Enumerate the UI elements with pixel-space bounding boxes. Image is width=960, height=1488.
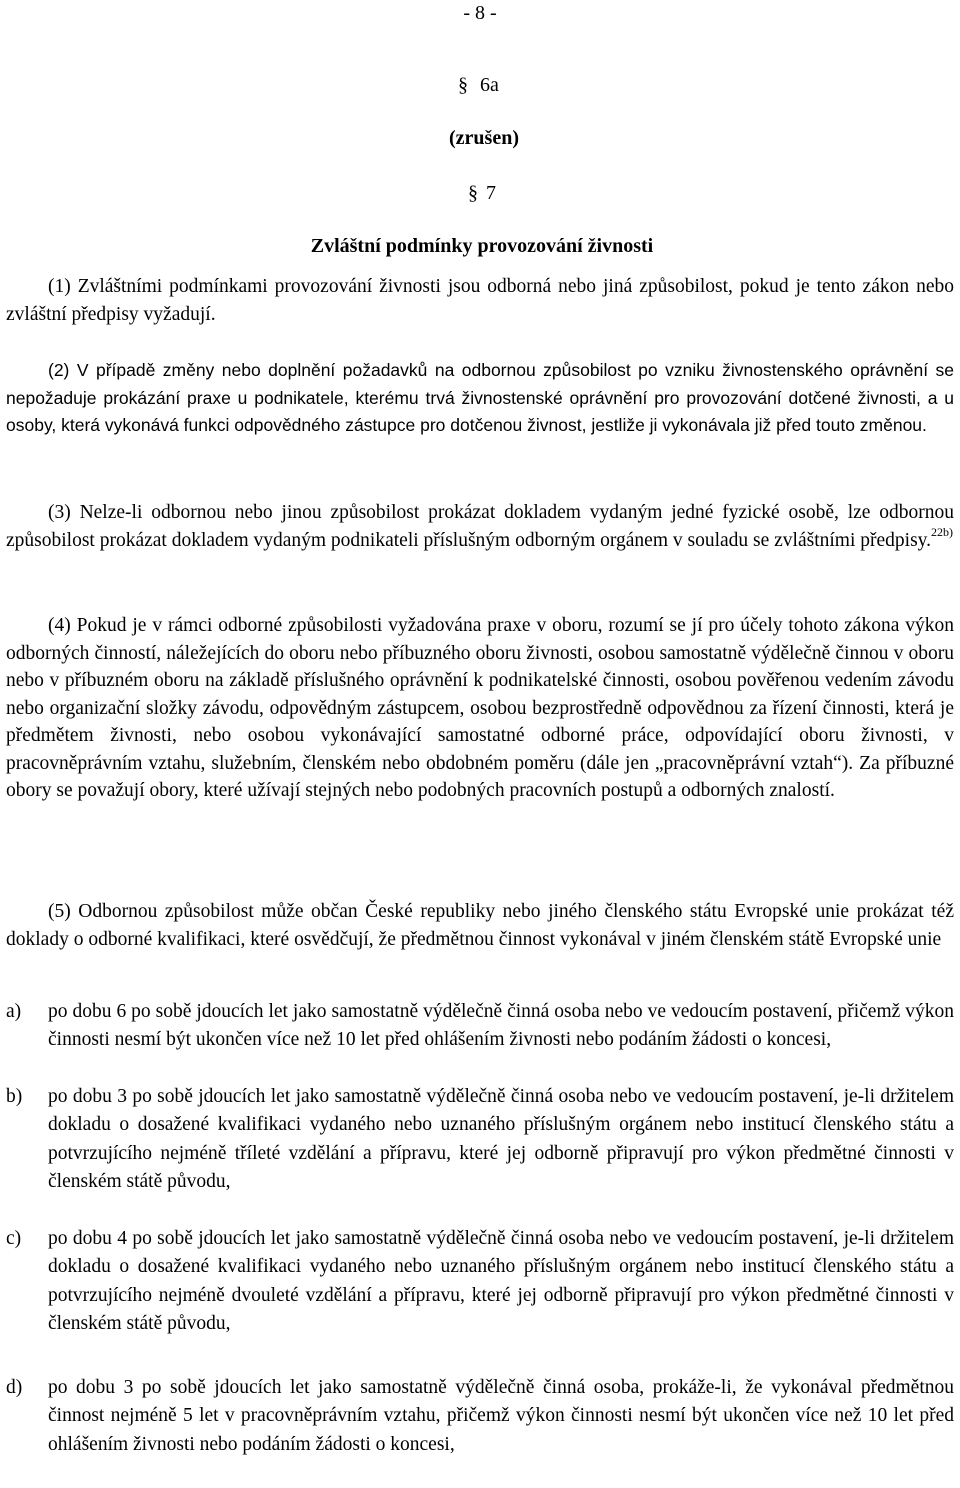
list-item-text: po dobu 6 po sobě jdoucích let jako samostatně výdělečně činná osoba nebo ve vedoucím postavení, přičemž výkon činnosti nesmí být ukončen více než 10 let před ohlášením živnosti nebo podáním žádosti o koncesi, [48,1001,954,1051]
section-number: 7 [486,182,496,204]
section-number: 6a [480,74,499,96]
list-item-label: c) [6,1228,22,1249]
list-item [6,1083,954,1196]
footnote-reference: 22b) [931,525,954,539]
list-item-label: a) [6,1001,22,1022]
list-item [6,1225,954,1338]
section-symbol: § [458,74,468,96]
section-symbol: § [468,182,478,204]
paragraph-5: (5) Odbornou způsobilost může občan České republiky nebo jiného členského státu Evropské unie prokázat též doklady o odborné kvalifikaci, které osvědčují, že předmětnou činnost vykonával v jiném členském státě Evropské unie [6,901,954,950]
paragraph-1: (1) Zvláštními podmínkami provozování živnosti jsou odborná nebo jiná způsobilost, pokud je tento zákon nebo zvláštní předpisy vyžadují. [6,276,954,325]
page-number: - 8 - [463,2,497,24]
paragraph-2: (2) V případě změny nebo doplnění požadavků na odbornou způsobilost po vzniku živnostenského oprávnění se nepožaduje prokázání praxe u podnikatele, kterému trvá živnostenské oprávnění pro provozování dotčené živnosti, a u osoby, která vykonává funkci odpovědného zástupce pro dotčenou živnost, jestliže ji vykonávala již před touto změnou. [6,360,954,435]
list-item-text: po dobu 4 po sobě jdoucích let jako samostatně výdělečně činná osoba nebo ve vedoucím postavení, je-li držitelem dokladu o dosažené kvalifikaci vydaného nebo uznaného příslušným orgánem nebo institucí členského státu a potvrzujícího nejméně dvouleté vzdělání a přípravu, které jej odborně připravují pro výkon předmětné činnosti v členském státě původu, [48,1228,954,1334]
list-item-text: po dobu 3 po sobě jdoucích let jako samostatně výdělečně činná osoba, prokáže-li, že vykonával předmětnou činnost nejméně 5 let v pracovněprávním vztahu, přičemž výkon činnosti nesmí být ukončen více než 10 let před ohlášením živnosti nebo podáním žádosti o koncesi, [48,1377,954,1455]
list-item-label: d) [6,1377,23,1398]
list-item [6,1374,954,1459]
list-item [6,998,954,1055]
list-item-text: po dobu 3 po sobě jdoucích let jako samostatně výdělečně činná osoba nebo ve vedoucím postavení, je-li držitelem dokladu o dosažené kvalifikaci vydaného nebo uznaného příslušným orgánem nebo institucí členského státu a potvrzujícího nejméně tříleté vzdělání a přípravu, které jej odborně připravují pro výkon předmětné činnosti v členském státě původu, [48,1086,954,1192]
paragraph-4: (4) Pokud je v rámci odborné způsobilosti vyžadována praxe v oboru, rozumí se jí pro účely tohoto zákona výkon odborných činností, náležejících do oboru nebo příbuzného oboru živnosti, osobou samostatně výdělečně činnou v oboru nebo v příbuzném oboru na základě příslušného oprávnění k podnikatelské činnosti, osobou pověřenou vedením závodu nebo organizační složky závodu, odpovědným zástupcem, osobou bezprostředně odpovědnou za řízení činnosti, která je předmětem živnosti, nebo osobou vykonávající samostatné odborné práce, odpovídající oboru živnosti, v pracovněprávním vztahu, služebním, členském nebo obdobném poměru (dále jen „pracovněprávní vztah“). Za příbuzné obory se považují obory, které užívají stejných nebo podobných pracovních postupů a odborných znalostí. [6,615,954,801]
list-item-label: b) [6,1086,23,1107]
paragraph-3-text: (3) Nelze-li odbornou nebo jinou způsobilost prokázat dokladem vydaným jedné fyzické osobě, lze odbornou způsobilost prokázat dokladem vydaným podnikateli příslušným odborným orgánem v souladu se zvláštními předpisy. [6,502,954,551]
paragraph-3 [6,499,954,554]
section-heading: Zvláštní podmínky provozování živnosti [310,235,654,257]
section-heading: (zrušen) [449,127,519,149]
